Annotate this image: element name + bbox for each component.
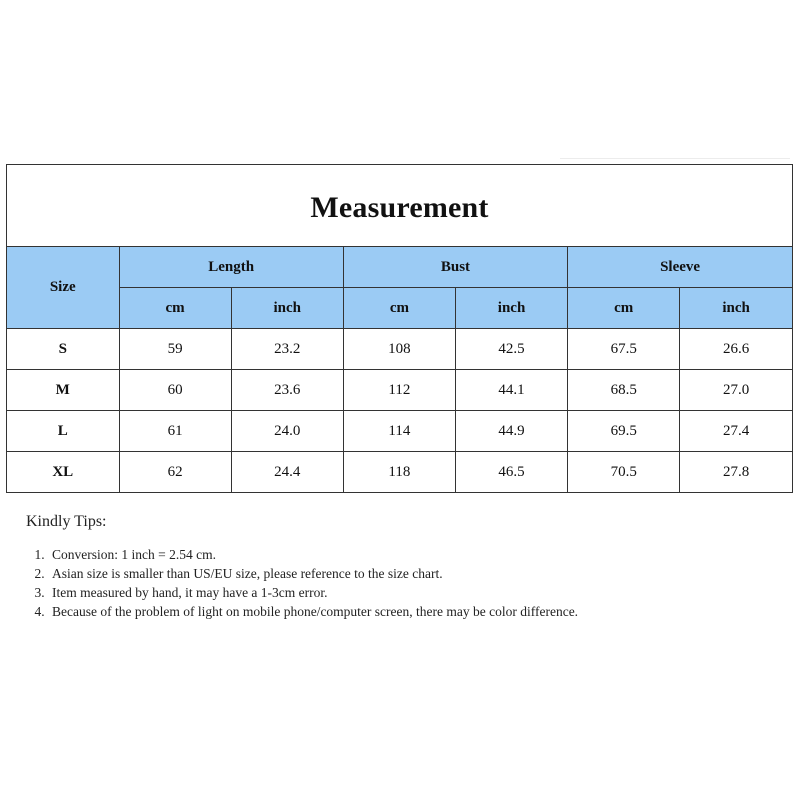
bust-inch-cell: 44.9 — [455, 411, 567, 452]
sleeve-inch-cell: 26.6 — [680, 329, 792, 370]
kindly-tips — [26, 512, 586, 621]
sleeve-inch-header: inch — [680, 288, 792, 329]
size-table — [7, 247, 792, 492]
size-cell: M — [7, 370, 119, 411]
size-header: Size — [7, 247, 119, 329]
size-cell: L — [7, 411, 119, 452]
sleeve-cm-header: cm — [568, 288, 680, 329]
bust-header: Bust — [343, 247, 567, 288]
bust-cm-cell: 118 — [343, 452, 455, 493]
chart-title: Measurement — [310, 190, 489, 224]
sleeve-cm-cell: 70.5 — [568, 452, 680, 493]
size-cell: S — [7, 329, 119, 370]
sleeve-cm-cell: 69.5 — [568, 411, 680, 452]
length-cm-cell: 60 — [119, 370, 231, 411]
tip-item: 2. Asian size is smaller than US/EU size, please reference to the size chart. — [48, 564, 586, 583]
bust-inch-cell: 46.5 — [455, 452, 567, 493]
table-row — [7, 329, 792, 370]
bust-cm-cell: 114 — [343, 411, 455, 452]
length-cm-cell: 61 — [119, 411, 231, 452]
length-inch-cell: 24.0 — [231, 411, 343, 452]
length-inch-cell: 23.2 — [231, 329, 343, 370]
bust-cm-cell: 112 — [343, 370, 455, 411]
length-cm-cell: 62 — [119, 452, 231, 493]
sleeve-cm-cell: 67.5 — [568, 329, 680, 370]
measurement-chart — [6, 164, 793, 493]
header-row-groups — [7, 247, 792, 288]
table-row — [7, 411, 792, 452]
bust-cm-cell: 108 — [343, 329, 455, 370]
tips-list — [26, 545, 586, 621]
tip-item: 3. Item measured by hand, it may have a 1-3cm error. — [48, 583, 586, 602]
bust-cm-header: cm — [343, 288, 455, 329]
sleeve-inch-cell: 27.8 — [680, 452, 792, 493]
table-row — [7, 452, 792, 493]
title-row — [7, 165, 792, 247]
tip-item: 1. Conversion: 1 inch = 2.54 cm. — [48, 545, 586, 564]
header-row-units — [7, 288, 792, 329]
length-inch-cell: 23.6 — [231, 370, 343, 411]
table-row — [7, 370, 792, 411]
tip-item: 4. Because of the problem of light on mobile phone/computer screen, there may be color difference. — [48, 602, 586, 621]
tips-title: Kindly Tips: — [26, 513, 107, 530]
length-cm-cell: 59 — [119, 329, 231, 370]
sleeve-inch-cell: 27.0 — [680, 370, 792, 411]
bust-inch-cell: 42.5 — [455, 329, 567, 370]
bust-inch-cell: 44.1 — [455, 370, 567, 411]
length-header: Length — [119, 247, 343, 288]
sleeve-inch-cell: 27.4 — [680, 411, 792, 452]
background-line — [560, 158, 790, 159]
bust-inch-header: inch — [455, 288, 567, 329]
length-inch-header: inch — [231, 288, 343, 329]
size-cell: XL — [7, 452, 119, 493]
sleeve-cm-cell: 68.5 — [568, 370, 680, 411]
length-inch-cell: 24.4 — [231, 452, 343, 493]
sleeve-header: Sleeve — [568, 247, 792, 288]
length-cm-header: cm — [119, 288, 231, 329]
